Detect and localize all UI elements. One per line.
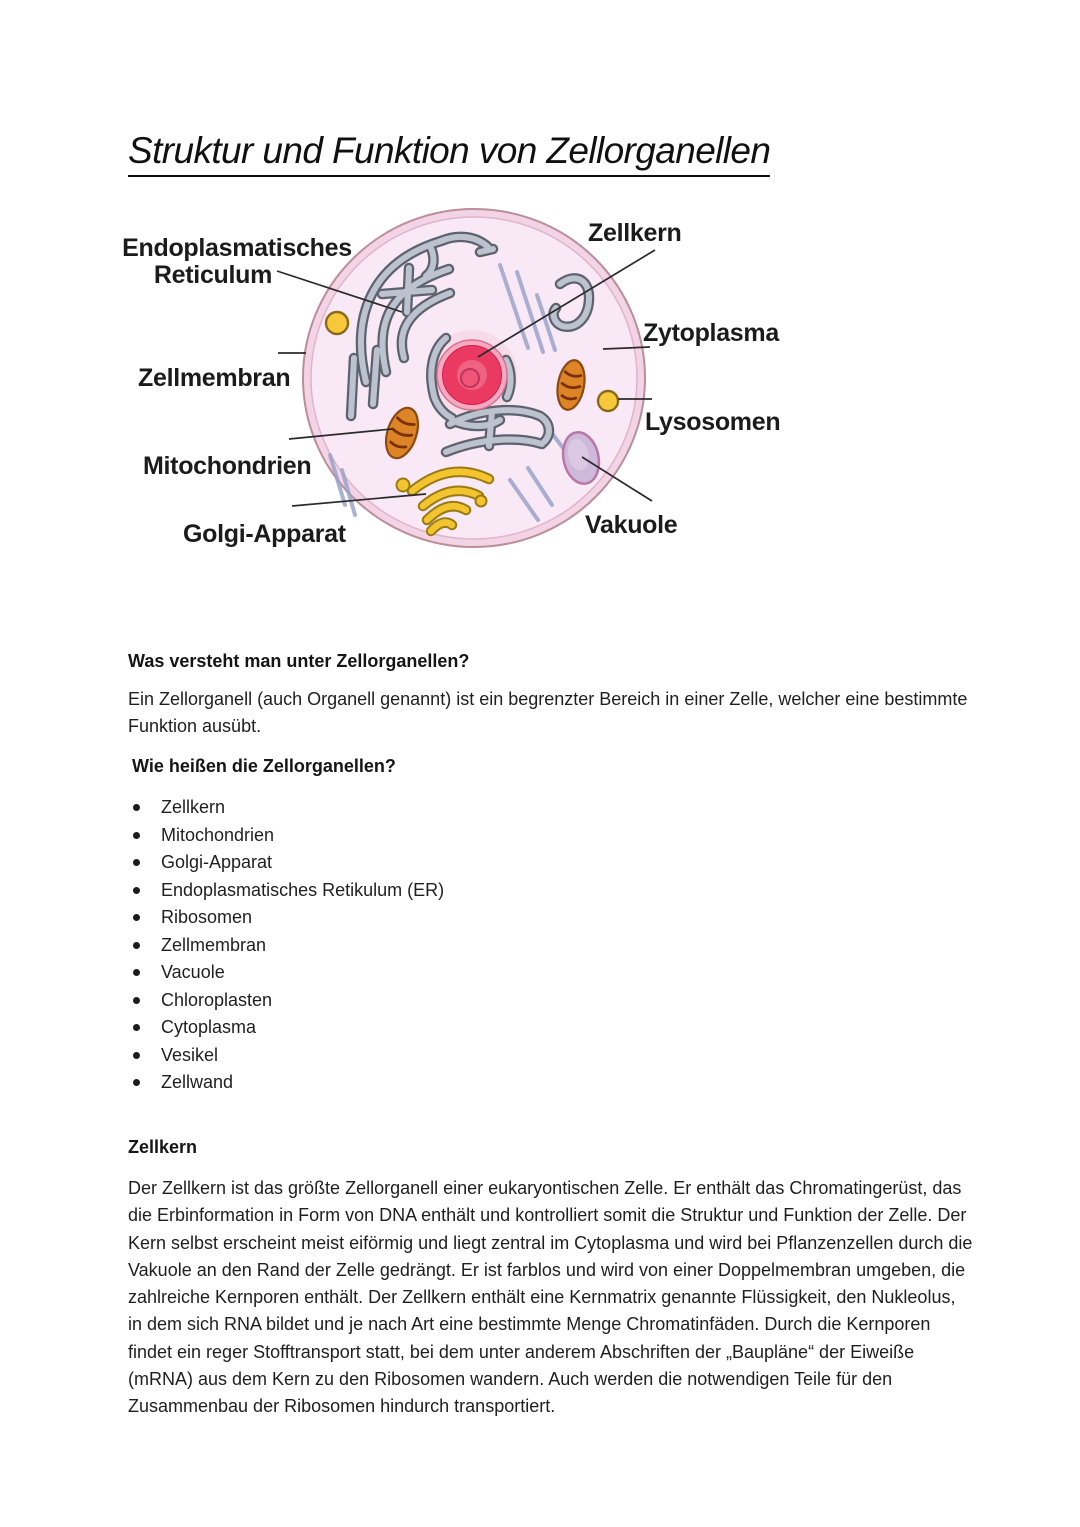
bullet-icon [133, 942, 140, 949]
section-heading-definition: Was versteht man unter Zellorganellen? [128, 651, 470, 671]
label-mitochondrien: Mitochondrien [143, 452, 312, 480]
list-item [128, 794, 548, 822]
bullet-icon [133, 1052, 140, 1059]
list-item-label: Cytoplasma [161, 1017, 257, 1037]
bullet-icon [133, 832, 140, 839]
definition-paragraph: Ein Zellorganell (auch Organell genannt) ist ein begrenzter Bereich in einer Zelle, welcher eine bestimmte Funktion ausübt. [128, 689, 968, 736]
page-title: Struktur und Funktion von Zellorganellen [128, 130, 770, 177]
section-heading-organelle-list: Wie heißen die Zellorganellen? [132, 756, 396, 776]
bullet-icon [133, 914, 140, 921]
list-item [128, 1042, 548, 1070]
lysosome-top-left [326, 312, 348, 334]
list-item [128, 877, 548, 905]
list-item-label: Endoplasmatisches Retikulum (ER) [161, 879, 445, 900]
list-item-label: Vacuole [161, 962, 225, 982]
list-item-label: Vesikel [161, 1044, 219, 1065]
list-item [128, 987, 548, 1015]
label-zellmembran: Zellmembran [138, 364, 291, 392]
list-item-label: Zellmembran [161, 934, 267, 955]
golgi-vesicle-right [476, 496, 487, 507]
organelle-list [128, 794, 548, 1097]
list-item-label: Zellkern [161, 797, 226, 817]
golgi-vesicle-left [397, 479, 410, 492]
list-item-label: Ribosomen [161, 907, 253, 927]
list-item [128, 822, 548, 850]
bullet-icon [133, 969, 140, 976]
lysosome-right [598, 391, 618, 411]
bullet-icon [133, 859, 140, 866]
bullet-icon [133, 997, 140, 1004]
nucleus-shape [437, 340, 507, 410]
list-item-label: Chloroplasten [161, 989, 273, 1010]
section-heading-zellkern: Zellkern [128, 1137, 198, 1157]
label-zytoplasma: Zytoplasma [643, 319, 779, 347]
list-item [128, 959, 548, 987]
list-item-label: Golgi-Apparat [161, 852, 273, 872]
bullet-icon [133, 1079, 140, 1086]
list-item [128, 1014, 548, 1042]
list-item [128, 1069, 548, 1097]
label-er-line1: Endoplasmatisches [122, 234, 352, 262]
label-zellkern: Zellkern [588, 219, 682, 247]
cell-diagram [90, 195, 800, 585]
label-er-line2: Reticulum [153, 261, 273, 289]
nucleolus-shape [461, 369, 479, 387]
bullet-icon [133, 1024, 140, 1031]
bullet-icon [133, 887, 140, 894]
label-lysosomen: Lysosomen [645, 408, 781, 436]
label-golgi: Golgi-Apparat [183, 520, 346, 548]
label-vakuole: Vakuole [585, 511, 678, 539]
list-item [128, 849, 548, 877]
zellkern-paragraph: Der Zellkern ist das größte Zellorganell einer eukaryontischen Zelle. Er enthält das Chromatingerüst, das die Erbinformation in Form von DNA enthält und kontrolliert somit die Struktur und Funktion der Zelle. Der Kern selbst erscheint meist eiförmig und liegt zentral im Cytoplasma und wird bei Pflanzenzellen durch die Vakuole an den Rand der Zelle gedrängt. Er ist farblos und wird von einer Doppelmembran umgeben, die zahlreiche Kernporen enthält. Der Zellkern enthält eine Kernmatrix genannte Flüssigkeit, den Nukleolus, in dem sich RNA bildet und je nach Art eine bestimmte Menge Chromatinfäden. Durch die Kernporen findet ein reger Stofftransport statt, bei dem unter anderem Abschriften der „Baupläne“ der Eiweiße (mRNA) aus dem Kern zu den Ribosomen wandern. Auch werden die notwendigen Teile für den Zusammenbau der Ribosomen hindurch transportiert. [128, 1178, 973, 1417]
list-item [128, 932, 548, 960]
list-item-label: Mitochondrien [161, 824, 275, 845]
bullet-icon [133, 804, 140, 811]
list-item-label: Zellwand [161, 1072, 234, 1092]
list-item [128, 904, 548, 932]
